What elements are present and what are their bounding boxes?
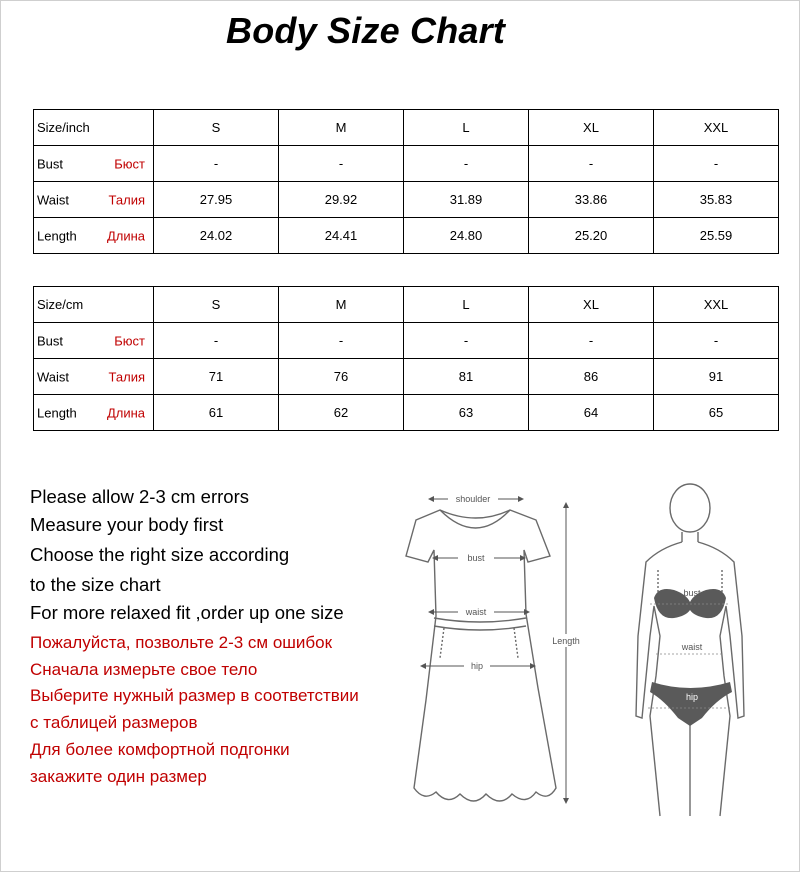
row-label-ru: Талия bbox=[108, 192, 145, 207]
size-header: L bbox=[404, 110, 529, 146]
dress-bust-label: bust bbox=[467, 553, 485, 563]
row-label bbox=[34, 395, 154, 431]
table-row bbox=[34, 323, 779, 359]
row-label bbox=[34, 359, 154, 395]
table-cell: 86 bbox=[529, 359, 654, 395]
neck-icon bbox=[682, 532, 698, 542]
table-cell: 61 bbox=[154, 395, 279, 431]
note-en: Please allow 2-3 cm errors bbox=[30, 486, 249, 507]
row-label-en: Bust bbox=[37, 333, 64, 348]
body-waist-label: waist bbox=[681, 642, 703, 652]
dress-waistband-lower-icon bbox=[434, 626, 526, 630]
size-header: XL bbox=[529, 110, 654, 146]
row-label-ru: Длина bbox=[106, 228, 145, 243]
row-label-en: Length bbox=[37, 405, 77, 420]
table-row bbox=[34, 218, 779, 254]
head-icon bbox=[670, 484, 710, 532]
table-cell: 63 bbox=[404, 395, 529, 431]
table-cell: - bbox=[529, 146, 654, 182]
table-cell: 62 bbox=[279, 395, 404, 431]
row-label bbox=[34, 218, 154, 254]
dress-hip-label: hip bbox=[470, 661, 484, 671]
size-header: L bbox=[404, 287, 529, 323]
table-cell: 24.41 bbox=[279, 218, 404, 254]
table-cell: - bbox=[154, 146, 279, 182]
inch-size-table bbox=[33, 109, 779, 254]
row-label-ru: Длина bbox=[106, 405, 145, 420]
size-header: XXL bbox=[654, 287, 779, 323]
table-cell: 24.80 bbox=[404, 218, 529, 254]
table-row bbox=[34, 359, 779, 395]
size-header: S bbox=[154, 110, 279, 146]
hip-underwear-icon bbox=[650, 682, 732, 726]
body-diagram bbox=[624, 486, 754, 826]
size-header: XXL bbox=[654, 110, 779, 146]
dress-neckline-icon bbox=[440, 510, 510, 528]
dress-waist-label: waist bbox=[465, 607, 487, 617]
row-label-ru: Бюст bbox=[114, 333, 145, 348]
table-cell: - bbox=[404, 323, 529, 359]
table-cell: 27.95 bbox=[154, 182, 279, 218]
table-cell: - bbox=[279, 323, 404, 359]
table-row bbox=[34, 182, 779, 218]
table-corner-label: Size/inch bbox=[34, 110, 154, 146]
table-cell: 31.89 bbox=[404, 182, 529, 218]
table-row bbox=[34, 395, 779, 431]
row-label-ru: Бюст bbox=[114, 156, 145, 171]
note-ru: Сначала измерьте свое тело bbox=[30, 660, 258, 679]
table-cell: 81 bbox=[404, 359, 529, 395]
cm-size-table bbox=[33, 286, 779, 431]
body-hip-label: hip bbox=[685, 692, 699, 702]
note-en: Choose the right size according bbox=[30, 544, 290, 565]
table-cell: 64 bbox=[529, 395, 654, 431]
table-corner-label: Size/cm bbox=[34, 287, 154, 323]
table-row bbox=[34, 146, 779, 182]
size-header: XL bbox=[529, 287, 654, 323]
dress-length-label: Length bbox=[552, 636, 580, 646]
table-cell: - bbox=[529, 323, 654, 359]
size-header: S bbox=[154, 287, 279, 323]
row-label-ru: Талия bbox=[108, 369, 145, 384]
table-cell: 25.59 bbox=[654, 218, 779, 254]
table-cell: 91 bbox=[654, 359, 779, 395]
row-label-en: Waist bbox=[37, 192, 70, 207]
dress-waistband-icon bbox=[434, 618, 526, 622]
row-label-en: Waist bbox=[37, 369, 70, 384]
table-cell: 76 bbox=[279, 359, 404, 395]
dress-diagram bbox=[388, 488, 608, 828]
note-ru: закажите один размер bbox=[30, 767, 207, 786]
note-ru: Выберите нужный размер в соответствии bbox=[30, 686, 359, 705]
row-label bbox=[34, 323, 154, 359]
note-ru: Для более комфортной подгонки bbox=[30, 740, 290, 759]
table-cell: - bbox=[654, 323, 779, 359]
row-label-en: Length bbox=[37, 228, 77, 243]
note-ru: с таблицей размеров bbox=[30, 713, 198, 732]
row-label bbox=[34, 146, 154, 182]
row-label bbox=[34, 182, 154, 218]
table-cell: 29.92 bbox=[279, 182, 404, 218]
table-header-row bbox=[34, 110, 779, 146]
page-title: Body Size Chart bbox=[226, 10, 506, 51]
table-cell: 65 bbox=[654, 395, 779, 431]
table-cell: - bbox=[404, 146, 529, 182]
table-cell: 24.02 bbox=[154, 218, 279, 254]
note-en: to the size chart bbox=[30, 574, 161, 595]
size-header: M bbox=[279, 287, 404, 323]
table-cell: - bbox=[654, 146, 779, 182]
size-header: M bbox=[279, 110, 404, 146]
table-cell: 33.86 bbox=[529, 182, 654, 218]
row-label-en: Bust bbox=[37, 156, 64, 171]
table-cell: 25.20 bbox=[529, 218, 654, 254]
table-cell: - bbox=[154, 323, 279, 359]
table-cell: - bbox=[279, 146, 404, 182]
table-cell: 71 bbox=[154, 359, 279, 395]
table-header-row bbox=[34, 287, 779, 323]
note-en: Measure your body first bbox=[30, 514, 224, 535]
table-cell: 35.83 bbox=[654, 182, 779, 218]
note-en: For more relaxed fit ,order up one size bbox=[30, 602, 344, 623]
dress-shoulder-label: shoulder bbox=[455, 494, 491, 504]
note-ru: Пожалуйста, позвольте 2-3 см ошибок bbox=[30, 633, 333, 652]
length-measure-arrow bbox=[563, 502, 569, 804]
body-bust-label: bust bbox=[683, 588, 701, 598]
dress-pleat-icon bbox=[440, 628, 518, 658]
